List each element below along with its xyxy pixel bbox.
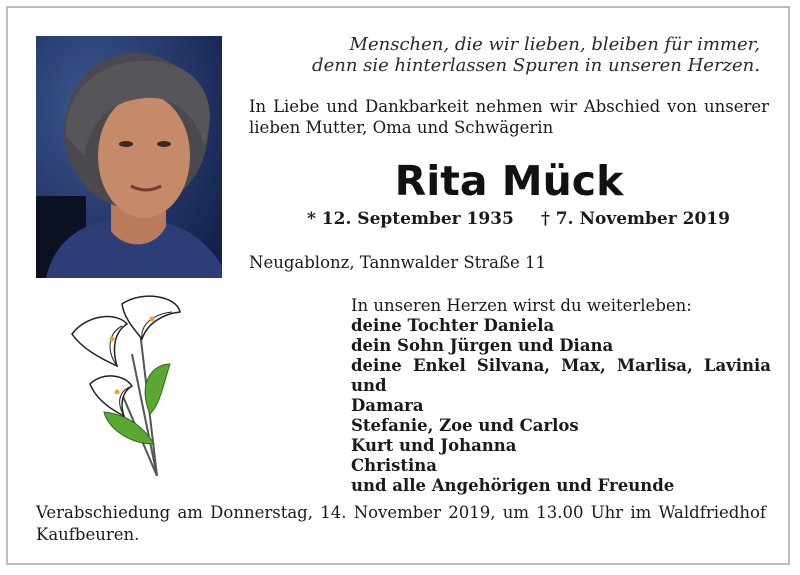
birth-date: * 12. September 1935: [307, 209, 514, 229]
quote-line-2: denn sie hinterlassen Spuren in unseren Herzen.: [312, 55, 760, 76]
intro-line-2: lieben Mutter, Oma und Schwägerin: [249, 118, 554, 137]
funeral-info-line-1: Verabschiedung am Donnerstag, 14. November 2019, um 13.00 Uhr im Waldfriedhof: [36, 503, 766, 522]
mourner-line: Christina: [351, 456, 437, 475]
intro-text: [249, 96, 769, 138]
quote-line-1: Menschen, die wir lieben, bleiben für immer,: [349, 34, 760, 55]
funeral-info-line-2: Kaufbeuren.: [36, 525, 140, 544]
mourner-line: deine Tochter Daniela: [351, 316, 555, 335]
memorial-quote: [300, 34, 760, 76]
mourner-line: Damara: [351, 396, 424, 415]
mourners-lead: In unseren Herzen wirst du weiterleben:: [351, 296, 692, 315]
mourner-line: und alle Angehörigen und Freunde: [351, 476, 675, 495]
mourner-line: Stefanie, Zoe und Carlos: [351, 416, 579, 435]
calla-lily-icon: [62, 294, 192, 476]
address: Neugablonz, Tannwalder Straße 11: [249, 253, 547, 272]
deceased-name: Rita Mück: [394, 157, 624, 205]
death-date: † 7. November 2019: [541, 209, 730, 229]
mourner-line: deine Enkel Silvana, Max, Marlisa, Lavinia und: [351, 356, 771, 395]
mourners-list: [351, 296, 771, 496]
intro-line-1: In Liebe und Dankbarkeit nehmen wir Abschied von unserer: [249, 97, 769, 116]
mourner-line: dein Sohn Jürgen und Diana: [351, 336, 614, 355]
portrait-photo: [36, 36, 222, 278]
mourner-line: Kurt und Johanna: [351, 436, 517, 455]
